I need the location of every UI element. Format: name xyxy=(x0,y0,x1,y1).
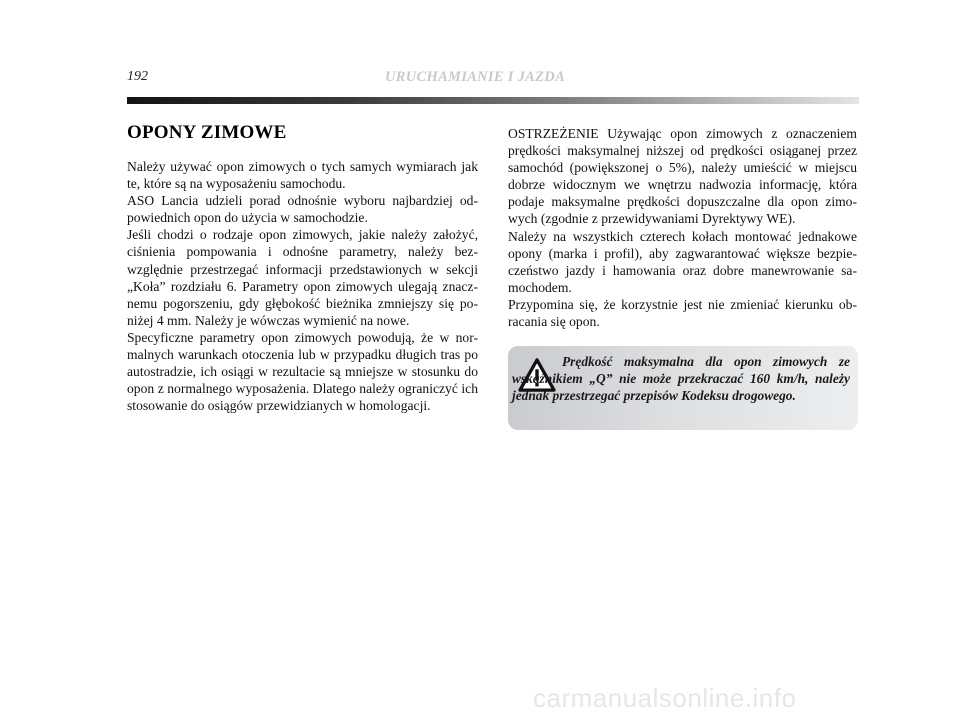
right-paragraph-1: OSTRZEŻENIE Używając opon zimowych z oznaczeniem prędkości maksymalnej niższej od prędkości osiąganej przez samochód (powiększonej o 5%), należy umieścić w miejscu dobrze widocznym we wnętrzu nadwozia informację, która podaje maksymalne prędkości dopuszczalne dla opon zimo-wych (zgodnie z przewidywaniami Dyrektywy WE). xyxy=(508,126,857,227)
right-column xyxy=(508,125,857,330)
header-rule xyxy=(127,97,859,104)
running-header-title: URUCHAMIANIE I JAZDA xyxy=(385,69,566,85)
left-paragraph-2: ASO Lancia udzieli porad odnośnie wyboru najbardziej od-powiednich opon do użycia w samochodzie. xyxy=(127,193,478,226)
section-title: OPONY ZIMOWE xyxy=(127,122,287,143)
warning-text: Prędkość maksymalna dla opon zimowych ze wskaźnikiem „Q” nie może przekraczać 160 km/h, należy jednak przestrzegać przepisów Kodeksu drogowego. xyxy=(512,354,850,403)
right-paragraph-3: Przypomina się, że korzystnie jest nie zmieniać kierunku ob-racania się opon. xyxy=(508,296,857,330)
left-paragraph-4: Specyficzne parametry opon zimowych powodują, że w nor-malnych warunkach otoczenia lub w przypadku długich tras po autostradzie, ich osiągi w rezultacie są mniejsze w stosunku do opon z normalnego wyposażenia. Dlatego należy ograniczyć ich stosowanie do osiągów przewidzianych w homologacji. xyxy=(127,329,478,414)
left-column xyxy=(127,158,478,414)
watermark-text: carmanualsonline.info xyxy=(533,683,797,713)
left-paragraph-1: Należy używać opon zimowych o tych samych wymiarach jak te, które są na wyposażeniu samochodu. xyxy=(127,159,478,192)
page-number: 192 xyxy=(127,69,148,84)
right-paragraph-2: Należy na wszystkich czterech kołach montować jednakowe opony (marka i profil), aby zagwarantować większe bezpie-czeństwo jazdy i hamowania oraz dobre manewrowanie sa-mochodem. xyxy=(508,228,857,295)
left-paragraph-3: Jeśli chodzi o rodzaje opon zimowych, jakie należy założyć, ciśnienia pompowania i odnośne parametry, należy bez-względnie przestrzegać informacji przedstawionych w sekcji „Koła” rozdziału 6. Parametry opon zimowych ulegają znacz-nemu pogorszeniu, gdy głębokość bieżnika zmniejszy się po-niżej 4 mm. Należy je wówczas wymienić na nowe. xyxy=(127,227,478,328)
